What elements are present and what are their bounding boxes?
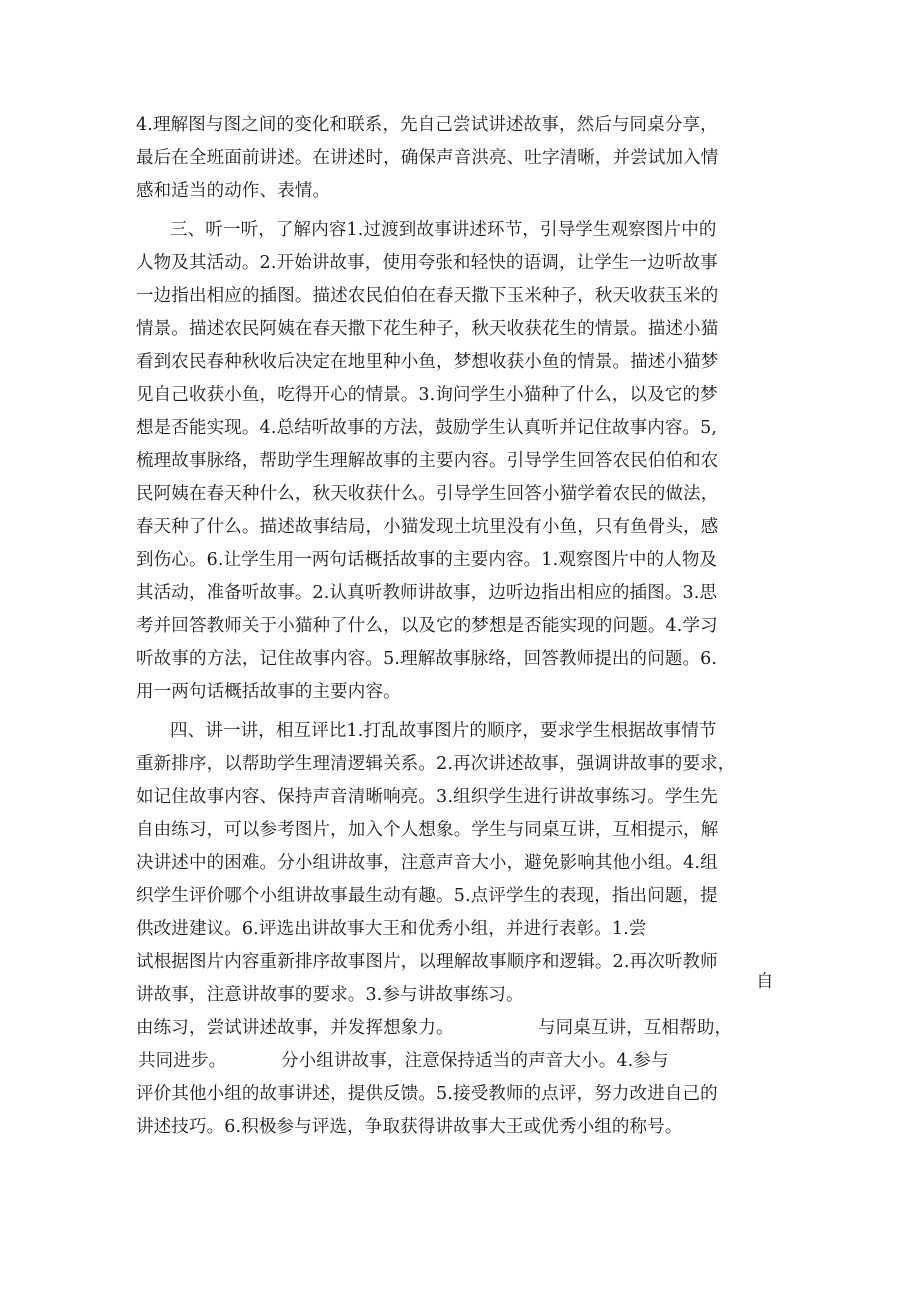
text-line: 决讲述中的困难。分小组讲故事，注意声音大小，避免影响其他小组。4.组 [136,853,718,873]
text-line: 织学生评价哪个小组讲故事最生动有趣。5.点评学生的表现，指出问题，提 [136,886,718,906]
text-fragment: 分小组讲故事，注意保持适当的声音大小。4.参与 [281,1051,669,1071]
text-line: 讲故事，注意讲故事的要求。3.参与讲故事练习。 [136,985,524,1005]
text-line: 一边指出相应的插图。描述农民伯伯在春天撒下玉米种子，秋天收获玉米的 [136,286,719,306]
text-line: 三、听一听，了解内容1.过渡到故事讲述环节，引导学生观察图片中的 [170,220,717,240]
text-line: 感和适当的动作、表情。 [136,181,331,201]
text-line: 供改进建议。6.评选出讲故事大王和优秀小组，并进行表彰。1.尝 [136,919,647,939]
text-line: 看到农民春种秋收后决定在地里种小鱼，梦想收获小鱼的情景。描述小猫梦 [136,352,719,372]
text-line: 听故事的方法，记住故事内容。5.理解故事脉络，回答教师提出的问题。6. [136,649,718,669]
text-line: 人物及其活动。2.开始讲故事，使用夸张和轻快的语调，让学生一边听故事 [136,253,718,273]
text-line: 用一两句话概括故事的主要内容。 [136,682,401,702]
text-line: 民阿姨在春天种什么，秋天收获什么。引导学生回答小猫学着农民的做法， [136,484,719,504]
text-line: 最后在全班面前讲述。在讲述时，确保声音洪亮、吐字清晰，并尝试加入情 [136,148,719,168]
text-line: 其活动，准备听故事。2.认真听教师讲故事，边听边指出相应的插图。3.思 [136,583,718,603]
text-line: 情景。描述农民阿姨在春天撒下花生种子，秋天收获花生的情景。描述小猫 [136,319,719,339]
text-line: 评价其他小组的故事讲述，提供反馈。5.接受教师的点评，努力改进自己的 [136,1084,718,1104]
text-line: 重新排序，以帮助学生理清逻辑关系。2.再次讲述故事，强调讲故事的要求， [136,754,736,774]
text-line: 四、讲一讲，相互评比1.打乱故事图片的顺序，要求学生根据故事情节 [170,721,717,741]
text-line: 4.理解图与图之间的变化和联系，先自己尝试讲述故事，然后与同桌分享， [136,115,718,135]
text-line: 春天种了什么。描述故事结局，小猫发现土坑里没有小鱼，只有鱼骨头，感 [136,517,719,537]
text-line: 共同进步。 [138,1051,227,1071]
text-line: 梳理故事脉络，帮助学生理解故事的主要内容。引导学生回答农民伯伯和农 [136,451,719,471]
text-line: 考并回答教师关于小猫种了什么，以及它的梦想是否能实现的问题。4.学习 [136,616,718,636]
text-fragment: 与同桌互讲，互相帮助， [538,1018,733,1038]
text-line: 想是否能实现。4.总结听故事的方法，鼓励学生认真听并记住故事内容。5, [136,418,718,438]
text-line: 到伤心。6.让学生用一两句话概括故事的主要内容。1.观察图片中的人物及 [136,550,718,570]
text-line: 由练习，尝试讲述故事，并发挥想象力。 [136,1018,454,1038]
text-line: 如记住故事内容、保持声音清晰响亮。3.组织学生进行讲故事练习。学生先 [136,787,718,807]
text-line: 试根据图片内容重新排序故事图片，以理解故事顺序和逻辑。2.再次听教师 [136,952,718,972]
text-line: 见自己收获小鱼，吃得开心的情景。3.询问学生小猫种了什么，以及它的梦 [136,385,718,405]
text-fragment: 自 [756,972,774,992]
text-line: 自由练习，可以参考图片，加入个人想象。学生与同桌互讲，互相提示，解 [136,820,719,840]
text-line: 讲述技巧。6.积极参与评选，争取获得讲故事大王或优秀小组的称号。 [136,1117,683,1137]
